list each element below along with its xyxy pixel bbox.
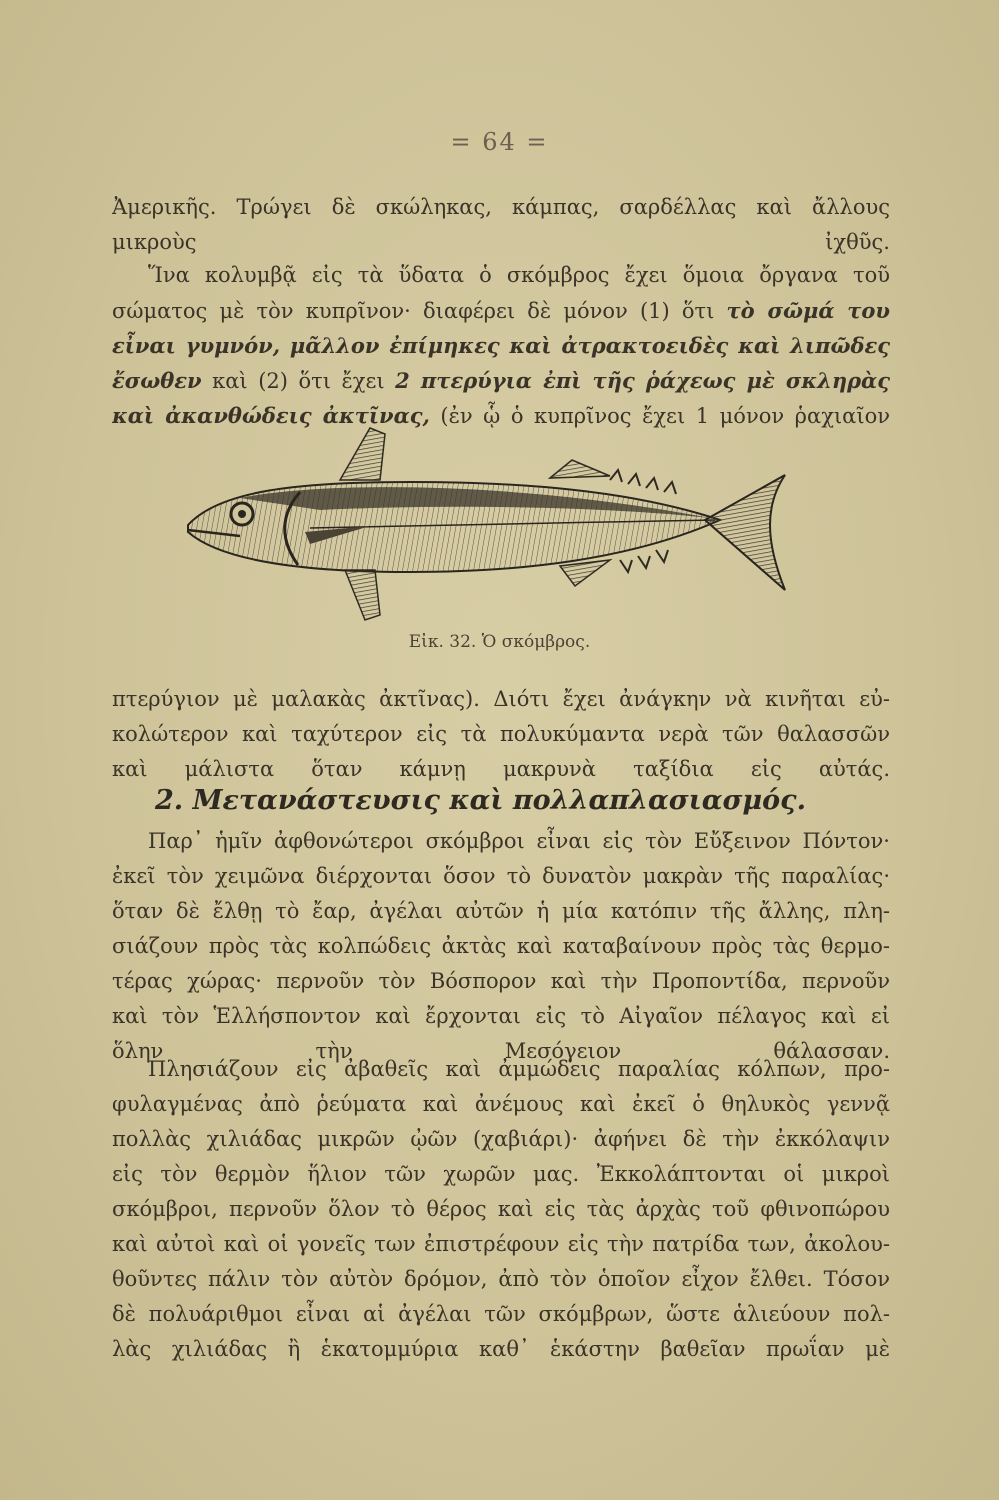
text-span: καὶ (2) ὅτι ἔχει	[201, 369, 396, 393]
section-heading: 2. Μετανάστευσις καὶ πολλαπλασιασμός.	[155, 785, 807, 816]
paragraph-2	[112, 258, 890, 433]
text-line: φυλαγμένας ἀπὸ ῥεύματα καὶ ἀνέμους καὶ ἐκεῖ ὁ θηλυκὸς γεννᾷ	[112, 1092, 890, 1116]
emphasis-text: 2 πτερύγια ἐπὶ τῆς ῥάχεως μὲ σκληρὰς	[395, 368, 890, 393]
emphasis-text: εἶναι γυμνόν, μᾶλλον ἐπίμηκες καὶ ἀτρακτοειδὲς καὶ λιπῶδες	[112, 333, 890, 358]
text-line: καὶ αὐτοὶ καὶ οἱ γονεῖς των ἐπιστρέφουν εἰς τὴν πατρίδα των, ἀκολου-	[112, 1232, 890, 1256]
pelvic-fin	[345, 570, 380, 620]
text-line: ὅλην τὴν Μεσόγειον θάλασσαν.	[112, 1039, 890, 1063]
text-line: δὲ πολυάριθμοι εἶναι αἱ ἀγέλαι τῶν σκόμβρων, ὥστε ἁλιεύουν πολ-	[112, 1302, 890, 1326]
text-line: ἐκεῖ τὸν χειμῶνα διέρχονται ὅσον τὸ δυνατὸν μακρὰν τῆς παραλίας·	[112, 864, 890, 888]
emphasis-text: τὸ σῶμά του	[726, 298, 890, 323]
text-line: σιάζουν πρὸς τὰς κολπώδεις ἀκτὰς καὶ καταβαίνουν πρὸς τὰς θερμο-	[112, 934, 890, 958]
text-line: σκόμβροι, περνοῦν ὅλον τὸ θέρος καὶ εἰς τὰς ἀρχὰς τοῦ φθινοπώρου	[112, 1197, 890, 1221]
paragraph-5	[112, 1052, 890, 1367]
text-line: καὶ μάλιστα ὅταν κάμνῃ μακρυνὰ ταξίδια εἰς αὐτάς.	[112, 757, 890, 781]
text-line: ὅταν δὲ ἔλθῃ τὸ ἔαρ, ἀγέλαι αὐτῶν ἡ μία κατόπιν τῆς ἄλλης, πλη-	[112, 899, 890, 923]
emphasis-text: καὶ ἀκανθώδεις ἀκτῖνας,	[112, 403, 430, 428]
figure-caption: Εἰκ. 32. Ὁ σκόμβρος.	[408, 632, 591, 652]
text-line: πτερύγιον μὲ μαλακὰς ἀκτῖνας). Διότι ἔχει ἀνάγκην νὰ κινῆται εὐ-	[112, 687, 890, 711]
paragraph-3	[112, 682, 890, 787]
text-span: σώματος μὲ τὸν κυπρῖνον· διαφέρει δὲ μόνον (1) ὅτι	[112, 299, 727, 323]
paragraph-1	[112, 190, 890, 260]
text-line: μικροὺς ἰχθῦς.	[112, 230, 890, 254]
text-line	[112, 293, 890, 328]
text-line	[112, 328, 890, 363]
text-line: λὰς χιλιάδας ἢ ἑκατομμύρια καθ᾽ ἑκάστην βαθεῖαν πρωΐαν μὲ	[112, 1337, 890, 1361]
text-line: Πλησιάζουν εἰς ἀβαθεῖς καὶ ἀμμώδεις παραλίας κόλπων, προ-	[148, 1057, 890, 1081]
text-span: (ἐν ᾧ ὁ κυπρῖνος ἔχει 1 μόνον ῥαχιαῖον	[429, 404, 890, 428]
tail-fin	[705, 475, 785, 590]
text-line: Ἀμερικῆς. Τρώγει δὲ σκώληκας, κάμπας, σαρδέλλας καὶ ἄλλους	[112, 195, 890, 219]
text-line: κολώτερον καὶ ταχύτερον εἰς τὰ πολυκύμαντα νερὰ τῶν θαλασσῶν	[112, 722, 890, 746]
dorsal-fin	[340, 428, 385, 480]
second-dorsal-fin	[550, 460, 610, 478]
text-line: καὶ τὸν Ἑλλήσποντον καὶ ἔρχονται εἰς τὸ Αἰγαῖον πέλαγος καὶ εἰ	[112, 1004, 890, 1028]
text-line	[112, 363, 890, 398]
text-line: θοῦντες πάλιν τὸν αὐτὸν δρόμον, ἀπὸ τὸν ὁποῖον εἶχον ἔλθει. Τόσον	[112, 1267, 890, 1291]
mackerel-illustration	[180, 420, 800, 630]
finlets-bottom	[620, 550, 668, 572]
paragraph-4	[112, 824, 890, 1069]
page-number: = 64 =	[450, 128, 549, 156]
anal-fin	[560, 560, 610, 586]
text-line: Παρ᾽ ἡμῖν ἀφθονώτεροι σκόμβροι εἶναι εἰς τὸν Εὔξεινον Πόντον·	[148, 829, 890, 853]
text-line: τέρας χώρας· περνοῦν τὸν Βόσπορον καὶ τὴν Προποντίδα, περνοῦν	[112, 969, 890, 993]
emphasis-text: ἔσωθεν	[112, 368, 202, 393]
text-line: Ἵνα κολυμβᾷ εἰς τὰ ὕδατα ὁ σκόμβρος ἔχει ὅμοια ὄργανα τοῦ	[148, 263, 890, 287]
text-line: πολλὰς χιλιάδας μικρῶν ᾠῶν (χαβιάρι)· ἀφήνει δὲ τὴν ἐκκόλαψιν	[112, 1127, 890, 1151]
text-line: εἰς τὸν θερμὸν ἥλιον τῶν χωρῶν μας. Ἐκκολάπτονται οἱ μικροὶ	[112, 1162, 890, 1186]
pupil	[238, 510, 246, 518]
finlets-top	[610, 470, 676, 494]
